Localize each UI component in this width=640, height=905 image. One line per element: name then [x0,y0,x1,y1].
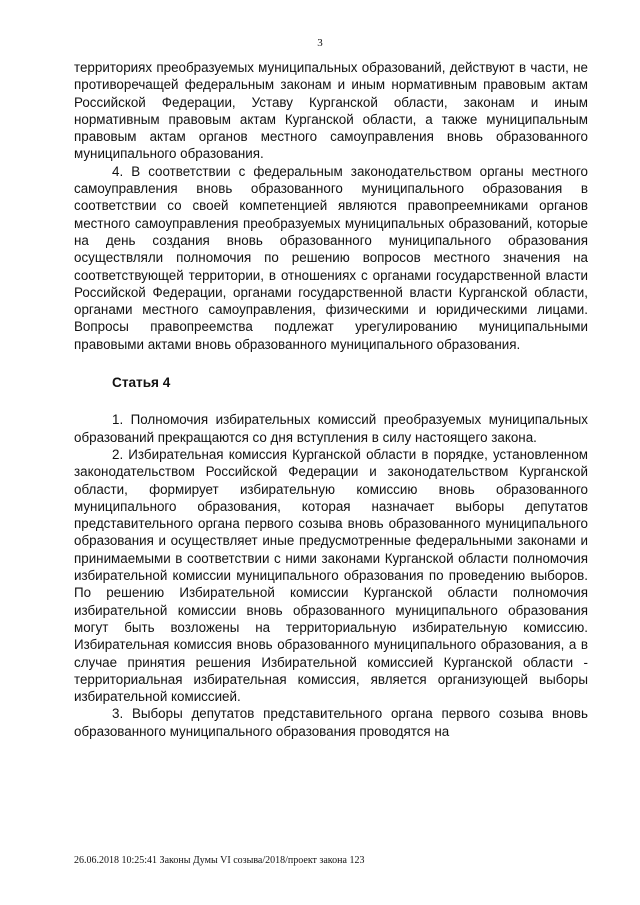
paragraph-item-2: 2. Избирательная комиссия Курганской области в порядке, установленном законодательством Российской Федерации и законодательством Курганской области, формирует избирательную комиссию вновь образованного муниципального образования, которая назначает выборы депутатов представительного органа первого созыва вновь образованного муниципального образования и осуществляет иные предусмотренные федеральными законами и принимаемыми в соответствии с ними законами Курганской области полномочия избирательной комиссии муниципального образования по проведению выборов. По решению Избирательной комиссии Курганской области полномочия избирательной комиссии вновь образованного муниципального образования могут быть возложены на территориальную избирательную комиссию. Избирательная комиссия вновь образованного муниципального образования, а в случае принятия решения Избирательной комиссией Курганской области - территориальная избирательная комиссия, является организующей выборы избирательной комиссией. [74,446,588,705]
page-number: 3 [317,37,323,49]
page-footer: 26.06.2018 10:25:41 Законы Думы VI созыва/2018/проект закона 123 [74,855,365,866]
paragraph-continuation: территориях преобразуемых муниципальных образований, действуют в части, не противоречащей федеральным законам и иным нормативным правовым актам Российской Федерации, Уставу Курганской области, законам и иным нормативным правовым актам Курганской области, а также муниципальным правовым актам органов местного самоуправления вновь образованного муниципального образования. [74,60,588,162]
paragraph-item-1: 1. Полномочия избирательных комиссий преобразуемых муниципальных образований прекращаются со дня вступления в силу настоящего закона. [74,412,588,445]
paragraph-item-4: 4. В соответствии с федеральным законодательством органы местного самоуправления вновь образованного муниципального образования в соответствии со своей компетенцией являются правопреемниками органов местного самоуправления преобразуемых муниципальных образований, которые на день создания вновь образованного муниципального образования осуществляли полномочия по решению вопросов местного значения на соответствующей территории, в отношениях с органами государственной власти Российской Федерации, органами государственной власти Курганской области, органами местного самоуправления, физическими и юридическими лицами. Вопросы правопреемства подлежат урегулированию муниципальными правовыми актами вновь образованного муниципального образования. [74,163,588,352]
document-body [74,59,588,740]
article-heading: Статья 4 [112,375,171,391]
paragraph-item-3: 3. Выборы депутатов представительного органа первого созыва вновь образованного муниципального образования проводятся на [74,706,588,739]
